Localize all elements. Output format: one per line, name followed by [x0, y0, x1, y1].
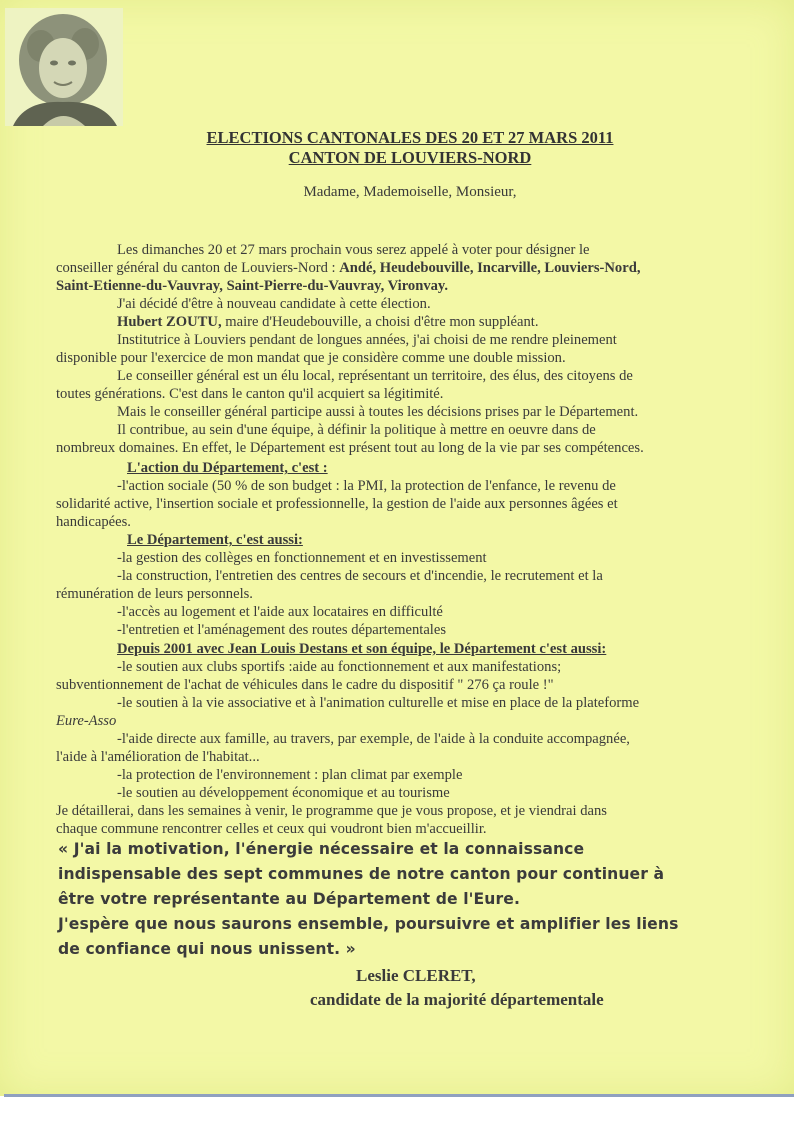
section-heading-depuis: Depuis 2001 avec Jean Louis Destans et son équipe, le Département c'est aussi:	[117, 641, 607, 657]
canton-title: CANTON DE LOUVIERS-NORD	[288, 148, 532, 167]
communes-list: Andé, Heudebouville, Incarville, Louviers-Nord,	[339, 260, 641, 276]
portrait-image	[5, 8, 123, 126]
aussi-line: -la gestion des collèges en fonctionnement et en investissement	[117, 550, 487, 566]
elu-line: Le conseiller général est un élu local, représentant un territoire, des élus, des citoyens de	[117, 368, 633, 384]
aussi-line: -l'entretien et l'aménagement des routes départementales	[117, 622, 447, 638]
aussi-line: -la construction, l'entretien des centres de secours et d'incendie, le recrutement et la	[117, 568, 603, 584]
election-title: ELECTIONS CANTONALES DES 20 ET 27 MARS 2011	[206, 128, 614, 147]
quote-line: « J'ai la motivation, l'énergie nécessaire et la connaissance	[58, 840, 585, 858]
department-line: nombreux domaines. En effet, le Département est présent tout au long de la vie par ses compétences.	[56, 440, 644, 456]
signature-name: Leslie CLERET,	[356, 966, 476, 985]
teacher-line: Institutrice à Louviers pendant de longues années, j'ai choisi de me rendre pleinement	[117, 332, 617, 348]
depuis-line: subventionnement de l'achat de véhicules dans le cadre du dispositif " 276 ça roule !"	[56, 677, 554, 693]
teacher-line: disponible pour l'exercice de mon mandat que je considère comme une double mission.	[56, 350, 566, 366]
candidate-portrait	[5, 8, 123, 126]
suppleant-text: maire d'Heudebouville, a choisi d'être mon suppléant.	[221, 314, 539, 330]
intro-line	[56, 259, 640, 277]
bottom-rule	[4, 1094, 794, 1097]
aussi-line: -l'accès au logement et l'aide aux locataires en difficulté	[117, 604, 443, 620]
department-line: Il contribue, au sein d'une équipe, à définir la politique à mettre en oeuvre dans de	[117, 422, 596, 438]
detail-line: Je détaillerai, dans les semaines à venir, le programme que je vous propose, et je viendrai dans	[56, 803, 607, 819]
depuis-line: -le soutien à la vie associative et à l'animation culturelle et mise en place de la plateforme	[117, 695, 640, 711]
intro-line: Les dimanches 20 et 27 mars prochain vous serez appelé à voter pour désigner le	[117, 242, 590, 258]
depuis-line: -la protection de l'environnement : plan climat par exemple	[117, 767, 463, 783]
action-line: handicapées.	[56, 514, 131, 530]
suppleant-line	[117, 313, 539, 331]
section-heading-aussi: Le Département, c'est aussi:	[127, 532, 303, 548]
suppleant-name: Hubert ZOUTU,	[117, 314, 222, 330]
action-line: solidarité active, l'insertion sociale et professionnelle, la gestion de l'aide aux personnes âgées et	[56, 496, 618, 512]
detail-line: chaque commune rencontrer celles et ceux qui voudront bien m'accueillir.	[56, 821, 487, 837]
communes-list: Saint-Etienne-du-Vauvray, Saint-Pierre-du-Vauvray, Vironvay.	[56, 278, 449, 294]
depuis-line: -l'aide directe aux famille, au travers, par exemple, de l'aide à la conduite accompagnée,	[117, 731, 630, 747]
salutation: Madame, Mademoiselle, Monsieur,	[303, 184, 517, 200]
depuis-line: -le soutien au développement économique et au tourisme	[117, 785, 450, 801]
quote-line: de confiance qui nous unissent. »	[58, 940, 356, 958]
eure-asso-label: Eure-Asso	[56, 713, 117, 729]
quote-line: J'espère que nous saurons ensemble, poursuivre et amplifier les liens	[58, 915, 679, 933]
quote-line: être votre représentante au Département de l'Eure.	[58, 890, 520, 908]
depuis-line: l'aide à l'amélioration de l'habitat...	[56, 749, 260, 765]
decision-line: J'ai décidé d'être à nouveau candidate à cette élection.	[117, 296, 431, 312]
elu-line: toutes générations. C'est dans le canton qu'il acquiert sa légitimité.	[56, 386, 444, 402]
department-line: Mais le conseiller général participe aussi à toutes les décisions prises par le Département.	[117, 404, 639, 420]
signature-role: candidate de la majorité départementale	[310, 990, 604, 1009]
depuis-line: -le soutien aux clubs sportifs :aide au fonctionnement et aux manifestations;	[117, 659, 562, 675]
section-heading-action: L'action du Département, c'est :	[127, 460, 328, 476]
quote-line: indispensable des sept communes de notre canton pour continuer à	[58, 865, 665, 883]
intro-text: conseiller général du canton de Louviers-Nord :	[56, 260, 340, 276]
aussi-line: rémunération de leurs personnels.	[56, 586, 253, 602]
action-line: -l'action sociale (50 % de son budget : la PMI, la protection de l'enfance, le revenu de	[117, 478, 616, 494]
